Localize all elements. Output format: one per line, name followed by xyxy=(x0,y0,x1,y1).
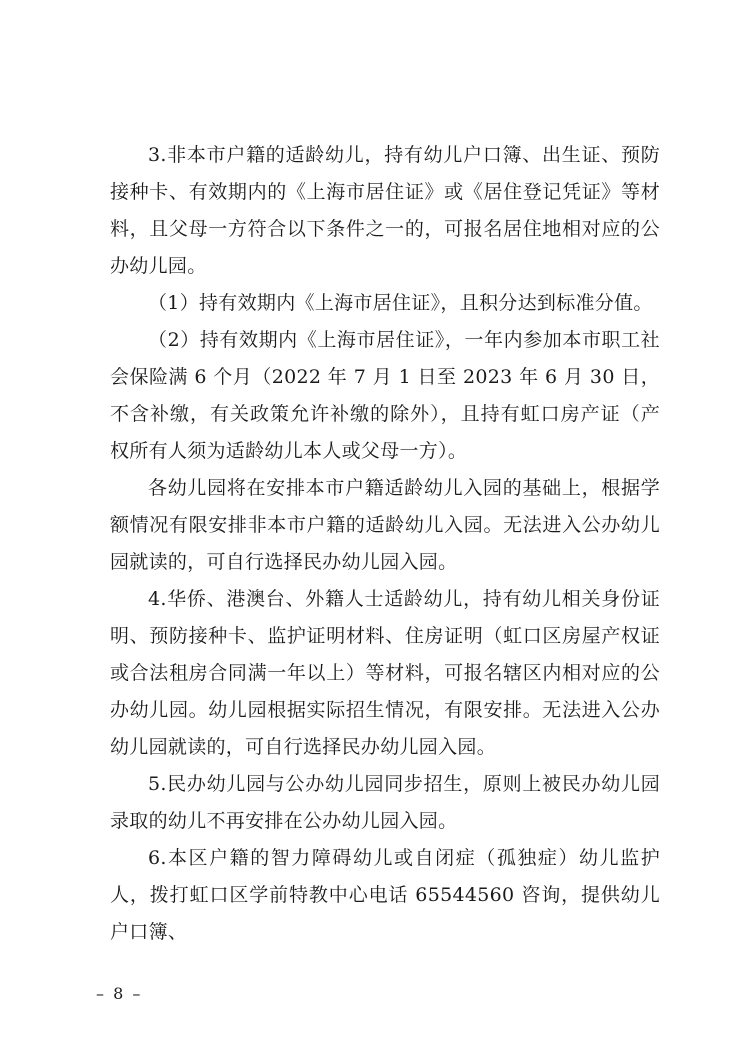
paragraph-item-3: 3.非本市户籍的适龄幼儿，持有幼儿户口簿、出生证、预防接种卡、有效期内的《上海市居住证》或《居住登记凭证》等材料，且父母一方符合以下条件之一的，可报名居住地相对应的公办幼儿园。 xyxy=(110,144,660,277)
paragraph-condition-1: （1）持有效期内《上海市居住证》，且积分达到标准分值。 xyxy=(148,292,653,314)
paragraph-item-5: 5.民办幼儿园与公办幼儿园同步招生，原则上被民办幼儿园录取的幼儿不再安排在公办幼儿园入园。 xyxy=(110,773,660,832)
paragraph-arrangement-note: 各幼儿园将在安排本市户籍适龄幼儿入园的基础上，根据学额情况有限安排非本市户籍的适龄幼儿入园。无法进入公办幼儿园就读的，可自行选择民办幼儿园入园。 xyxy=(110,477,660,573)
paragraph-item-6: 6.本区户籍的智力障碍幼儿或自闭症（孤独症）幼儿监护人，拨打虹口区学前特教中心电话 65544560 咨询，提供幼儿户口簿、 xyxy=(110,847,660,943)
page-number: – 8 – xyxy=(96,984,143,1003)
paragraph-item-4: 4.华侨、港澳台、外籍人士适龄幼儿，持有幼儿相关身份证明、预防接种卡、监护证明材料、住房证明（虹口区房屋产权证或合法租房合同满一年以上）等材料，可报名辖区内相对应的公办幼儿园。幼儿园根据实际招生情况，有限安排。无法进入公办幼儿园就读的，可自行选择民办幼儿园入园。 xyxy=(110,588,660,758)
body-text xyxy=(110,137,660,951)
paragraph-condition-2: （2）持有效期内《上海市居住证》，一年内参加本市职工社会保险满 6 个月（2022 年 7 月 1 日至 2023 年 6 月 30 日，不含补缴，有关政策允许补缴的除外），且持有虹口房产证（产权所有人须为适龄幼儿本人或父母一方）。 xyxy=(110,329,660,462)
